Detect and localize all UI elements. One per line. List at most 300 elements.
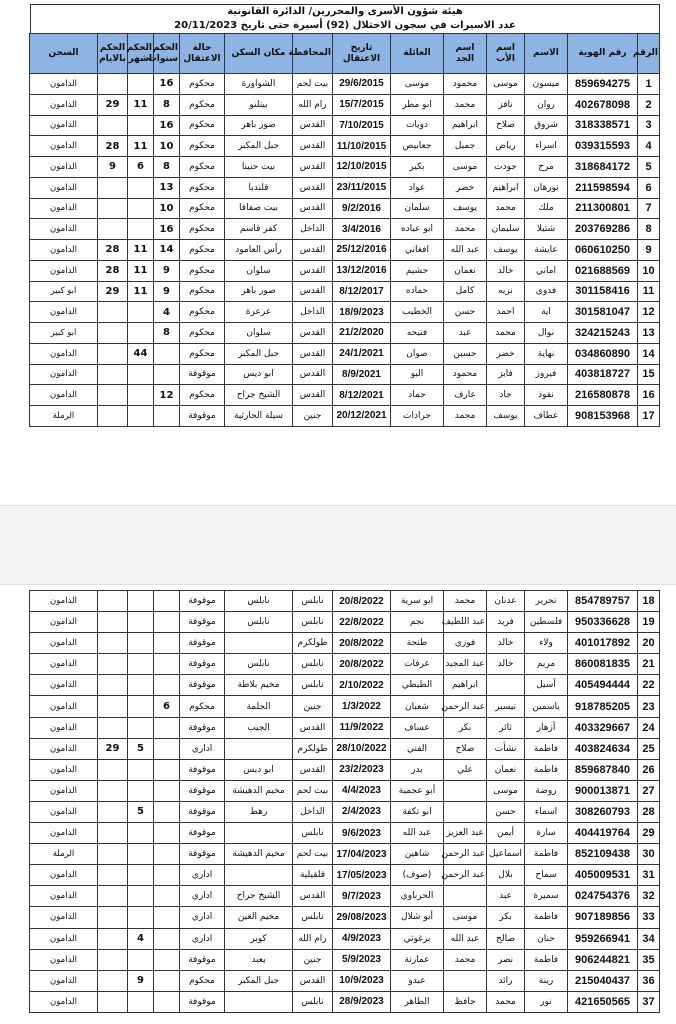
cell-arrest-date: 11/10/2015 [333, 136, 391, 157]
cell-grandfather: ابراهيم [444, 675, 487, 696]
cell-prison: الدامون [30, 364, 98, 385]
cell-id: 216580878 [568, 385, 638, 406]
cell-father: عبد [487, 886, 525, 907]
cell-prison: الدامون [30, 385, 98, 406]
cell-residence: كوبر [225, 928, 293, 949]
cell-days [98, 219, 128, 240]
cell-status: محكوم [180, 177, 225, 198]
table-row [30, 654, 660, 675]
cell-years: 4 [154, 302, 180, 323]
cell-prison: الرملة [30, 844, 98, 865]
cell-grandfather [444, 801, 487, 822]
cell-prison: الدامون [30, 260, 98, 281]
cell-status: محكوم [180, 343, 225, 364]
cell-days: 9 [98, 157, 128, 178]
cell-status: محكوم [180, 302, 225, 323]
cell-years: 10 [154, 198, 180, 219]
cell-number: 11 [638, 281, 660, 302]
table-row [30, 865, 660, 886]
cell-residence: كفر قاسم [225, 219, 293, 240]
cell-number: 19 [638, 612, 660, 633]
table-row [30, 364, 660, 385]
cell-family: ابو عياده [391, 219, 444, 240]
cell-arrest-date: 28/9/2023 [333, 991, 391, 1012]
cell-status: موقوفة [180, 717, 225, 738]
cell-days [98, 928, 128, 949]
cell-grandfather: حسن [444, 302, 487, 323]
cell-prison: الدامون [30, 654, 98, 675]
cell-name: فلسطين [525, 612, 568, 633]
cell-status: محكوم [180, 115, 225, 136]
cell-prison: الدامون [30, 136, 98, 157]
cell-prison: الدامون [30, 928, 98, 949]
cell-years [154, 801, 180, 822]
cell-prison: الرملة [30, 406, 98, 427]
cell-status: موقوفة [180, 991, 225, 1012]
header-col-prison: السجن [30, 34, 98, 74]
cell-arrest-date: 17/04/2023 [333, 844, 391, 865]
cell-name: مرح [525, 157, 568, 178]
cell-number: 28 [638, 801, 660, 822]
cell-years: 9 [154, 260, 180, 281]
cell-name: فاطمة [525, 759, 568, 780]
cell-father: يوسف [487, 240, 525, 261]
cell-status: محكوم [180, 696, 225, 717]
cell-status: محكوم [180, 198, 225, 219]
table-row [30, 157, 660, 178]
cell-name: فاطمة [525, 738, 568, 759]
cell-id: 908153968 [568, 406, 638, 427]
cell-id: 308260793 [568, 801, 638, 822]
cell-governorate: بيت لحم [293, 74, 333, 95]
cell-residence: نابلس [225, 612, 293, 633]
cell-governorate: القدس [293, 157, 333, 178]
cell-prison: الدامون [30, 219, 98, 240]
prisoners-table-1 [29, 33, 660, 427]
cell-id: 318338571 [568, 115, 638, 136]
cell-grandfather: عبد الرحمن [444, 844, 487, 865]
cell-father: نصر [487, 949, 525, 970]
cell-arrest-date: 25/12/2016 [333, 240, 391, 261]
cell-months [128, 780, 154, 801]
cell-number: 32 [638, 886, 660, 907]
cell-id: 405494444 [568, 675, 638, 696]
cell-grandfather: محمد [444, 219, 487, 240]
cell-family: عبدو [391, 970, 444, 991]
cell-prison: الدامون [30, 738, 98, 759]
cell-days [98, 970, 128, 991]
cell-months: 11 [128, 136, 154, 157]
cell-family: عواد [391, 177, 444, 198]
table-row [30, 94, 660, 115]
cell-years [154, 717, 180, 738]
cell-governorate: طولكرم [293, 738, 333, 759]
cell-grandfather: بكر [444, 717, 487, 738]
cell-number: 26 [638, 759, 660, 780]
table-row [30, 177, 660, 198]
cell-family: الطيطي [391, 675, 444, 696]
table-row [30, 759, 660, 780]
cell-name: نفوذ [525, 385, 568, 406]
cell-days [98, 759, 128, 780]
table-row [30, 74, 660, 95]
cell-residence: مخيم الدهيشة [225, 780, 293, 801]
cell-residence [225, 823, 293, 844]
cell-arrest-date: 2/4/2023 [333, 801, 391, 822]
table-row [30, 928, 660, 949]
cell-months [128, 115, 154, 136]
cell-arrest-date: 9/7/2023 [333, 886, 391, 907]
cell-arrest-date: 15/7/2015 [333, 94, 391, 115]
cell-arrest-date: 29/08/2023 [333, 907, 391, 928]
cell-months: 11 [128, 240, 154, 261]
cell-governorate: القدس [293, 260, 333, 281]
cell-family: ابو مطر [391, 94, 444, 115]
cell-family: صوان [391, 343, 444, 364]
cell-father: محمد [487, 991, 525, 1012]
cell-number: 1 [638, 74, 660, 95]
cell-days [98, 115, 128, 136]
header-col-id: رقم الهوية [568, 34, 638, 74]
cell-governorate: الداخل [293, 302, 333, 323]
cell-status: محكوم [180, 323, 225, 344]
cell-family: الخطيب [391, 302, 444, 323]
table-row [30, 675, 660, 696]
table-row [30, 343, 660, 364]
cell-governorate: نابلس [293, 654, 333, 675]
cell-id: 301158416 [568, 281, 638, 302]
cell-id: 421650565 [568, 991, 638, 1012]
cell-father: خالد [487, 633, 525, 654]
cell-years [154, 823, 180, 844]
header-col-years: الحكم سنوات [154, 34, 180, 74]
cell-arrest-date: 9/2/2016 [333, 198, 391, 219]
cell-status: محكوم [180, 157, 225, 178]
cell-number: 21 [638, 654, 660, 675]
cell-grandfather: محمود [444, 364, 487, 385]
cell-id: 024754376 [568, 886, 638, 907]
cell-id: 405009531 [568, 865, 638, 886]
document-subtitle: عدد الاسيرات في سجون الاحتلال (92) أسيرة حتى تاريخ 20/11/2023 [174, 20, 516, 31]
cell-number: 34 [638, 928, 660, 949]
header-col-number: الرقم [638, 34, 660, 74]
cell-governorate: القدس [293, 343, 333, 364]
cell-years [154, 759, 180, 780]
cell-status: اداري [180, 886, 225, 907]
cell-years [154, 612, 180, 633]
cell-id: 860081835 [568, 654, 638, 675]
cell-governorate: القدس [293, 364, 333, 385]
document-header [30, 4, 660, 33]
cell-residence: الجلمة [225, 696, 293, 717]
cell-arrest-date: 9/6/2023 [333, 823, 391, 844]
cell-residence [225, 991, 293, 1012]
cell-number: 7 [638, 198, 660, 219]
cell-id: 039315593 [568, 136, 638, 157]
cell-father: جودت [487, 157, 525, 178]
cell-father: أيمن [487, 823, 525, 844]
cell-grandfather: عارف [444, 385, 487, 406]
table-row [30, 738, 660, 759]
cell-years [154, 591, 180, 612]
cell-years [154, 970, 180, 991]
table-row [30, 612, 660, 633]
cell-grandfather: علي [444, 759, 487, 780]
cell-residence: جبل المكبر [225, 970, 293, 991]
cell-number: 18 [638, 591, 660, 612]
cell-family: حشيم [391, 260, 444, 281]
cell-governorate: القدس [293, 136, 333, 157]
cell-number: 23 [638, 696, 660, 717]
cell-days [98, 198, 128, 219]
cell-status: اداري [180, 738, 225, 759]
cell-months [128, 823, 154, 844]
cell-governorate: نابلس [293, 823, 333, 844]
cell-years: 9 [154, 281, 180, 302]
cell-grandfather: محمد [444, 94, 487, 115]
cell-id: 403824634 [568, 738, 638, 759]
table-row [30, 823, 660, 844]
cell-name: شتيلا [525, 219, 568, 240]
cell-years [154, 633, 180, 654]
cell-days [98, 302, 128, 323]
cell-prison: ابو كبير [30, 323, 98, 344]
cell-months: 4 [128, 928, 154, 949]
cell-status: موقوفة [180, 633, 225, 654]
cell-residence: مخيم العين [225, 907, 293, 928]
cell-grandfather: عبد الله [444, 928, 487, 949]
cell-name: عايشة [525, 240, 568, 261]
cell-residence: جبل المكبر [225, 136, 293, 157]
header-col-governorate: المحافظة [293, 34, 333, 74]
table-row [30, 198, 660, 219]
cell-months [128, 302, 154, 323]
cell-prison: الدامون [30, 970, 98, 991]
cell-years: 12 [154, 385, 180, 406]
cell-governorate: القدس [293, 759, 333, 780]
cell-residence [225, 865, 293, 886]
cell-name: ياسمين [525, 696, 568, 717]
cell-number: 2 [638, 94, 660, 115]
cell-years: 16 [154, 219, 180, 240]
cell-grandfather: محمد [444, 406, 487, 427]
cell-father: تيسير [487, 696, 525, 717]
cell-prison: الدامون [30, 343, 98, 364]
cell-father: محمد [487, 323, 525, 344]
table-row [30, 633, 660, 654]
cell-id: 021688569 [568, 260, 638, 281]
header-col-residence: مكان السكن [225, 34, 293, 74]
cell-residence: مخيم بلاطة [225, 675, 293, 696]
cell-residence: مخيم الدهيشة [225, 844, 293, 865]
cell-number: 3 [638, 115, 660, 136]
cell-months [128, 385, 154, 406]
cell-father: موسى [487, 74, 525, 95]
cell-days: 29 [98, 281, 128, 302]
cell-residence: رأس العامود [225, 240, 293, 261]
cell-governorate: القدس [293, 240, 333, 261]
cell-prison: الدامون [30, 991, 98, 1012]
cell-name: حنان [525, 928, 568, 949]
table-row [30, 949, 660, 970]
cell-number: 6 [638, 177, 660, 198]
cell-number: 4 [638, 136, 660, 157]
cell-residence: يعبد [225, 949, 293, 970]
cell-status: موقوفة [180, 823, 225, 844]
header-col-name: الاسم [525, 34, 568, 74]
cell-name: سماح [525, 865, 568, 886]
cell-days: 29 [98, 738, 128, 759]
cell-governorate: الداخل [293, 219, 333, 240]
cell-arrest-date: 5/9/2023 [333, 949, 391, 970]
cell-grandfather: عبد العزيز [444, 823, 487, 844]
cell-months [128, 177, 154, 198]
cell-id: 907189856 [568, 907, 638, 928]
cell-father: محمد [487, 198, 525, 219]
cell-years [154, 343, 180, 364]
cell-residence [225, 633, 293, 654]
cell-family: عبد الله [391, 823, 444, 844]
table-row [30, 323, 660, 344]
cell-residence: الشيخ جراح [225, 886, 293, 907]
cell-status: اداري [180, 865, 225, 886]
cell-name: اماني [525, 260, 568, 281]
cell-residence: بيت حنينا [225, 157, 293, 178]
header-col-days: الحكم بالايام [98, 34, 128, 74]
cell-name: روضة [525, 780, 568, 801]
cell-governorate: طولكرم [293, 633, 333, 654]
cell-months: 5 [128, 738, 154, 759]
table-row [30, 717, 660, 738]
cell-prison: الدامون [30, 74, 98, 95]
table-row [30, 970, 660, 991]
cell-id: 060610250 [568, 240, 638, 261]
cell-months [128, 74, 154, 95]
cell-status: موقوفة [180, 780, 225, 801]
cell-years: 10 [154, 136, 180, 157]
cell-arrest-date: 20/8/2022 [333, 633, 391, 654]
cell-days [98, 591, 128, 612]
cell-governorate: القدس [293, 717, 333, 738]
cell-father: جاد [487, 385, 525, 406]
cell-prison: الدامون [30, 949, 98, 970]
cell-governorate: جنين [293, 406, 333, 427]
cell-days [98, 949, 128, 970]
cell-residence: ابو ديس [225, 759, 293, 780]
cell-prison: الدامون [30, 591, 98, 612]
cell-family: الطاهر [391, 991, 444, 1012]
header-col-father: اسم الأب [487, 34, 525, 74]
table-row [30, 219, 660, 240]
table-row [30, 886, 660, 907]
cell-years [154, 865, 180, 886]
cell-arrest-date: 4/9/2023 [333, 928, 391, 949]
cell-years: 8 [154, 94, 180, 115]
cell-months [128, 219, 154, 240]
cell-prison: الدامون [30, 886, 98, 907]
cell-months: 5 [128, 801, 154, 822]
cell-grandfather: عبد الرحمن [444, 696, 487, 717]
cell-father: ثائر [487, 717, 525, 738]
cell-name: سميرة [525, 886, 568, 907]
cell-name: أسيل [525, 675, 568, 696]
table-row [30, 801, 660, 822]
cell-arrest-date: 20/8/2022 [333, 591, 391, 612]
cell-father: فريد [487, 612, 525, 633]
cell-family: ابو سرية [391, 591, 444, 612]
cell-governorate: القدس [293, 198, 333, 219]
cell-status: موقوفة [180, 364, 225, 385]
cell-father: نزيه [487, 281, 525, 302]
cell-arrest-date: 4/4/2023 [333, 780, 391, 801]
cell-days [98, 406, 128, 427]
cell-years: 16 [154, 74, 180, 95]
cell-number: 13 [638, 323, 660, 344]
cell-months [128, 949, 154, 970]
cell-residence [225, 738, 293, 759]
header-col-months: الحكم اشهر [128, 34, 154, 74]
cell-residence: الشواورة [225, 74, 293, 95]
cell-arrest-date: 20/12/2021 [333, 406, 391, 427]
cell-status: موقوفة [180, 949, 225, 970]
cell-arrest-date: 24/1/2021 [333, 343, 391, 364]
cell-number: 27 [638, 780, 660, 801]
cell-grandfather [444, 970, 487, 991]
cell-number: 5 [638, 157, 660, 178]
cell-days [98, 364, 128, 385]
cell-status: محكوم [180, 219, 225, 240]
cell-governorate: القدس [293, 970, 333, 991]
cell-residence: بيتلنو [225, 94, 293, 115]
cell-id: 211300801 [568, 198, 638, 219]
cell-id: 950336628 [568, 612, 638, 633]
cell-months: 9 [128, 970, 154, 991]
cell-id: 900013871 [568, 780, 638, 801]
cell-status: محكوم [180, 136, 225, 157]
cell-days [98, 177, 128, 198]
cell-number: 25 [638, 738, 660, 759]
cell-days: 28 [98, 240, 128, 261]
cell-days [98, 780, 128, 801]
cell-years [154, 949, 180, 970]
cell-days [98, 696, 128, 717]
cell-arrest-date: 10/9/2023 [333, 970, 391, 991]
cell-id: 403329667 [568, 717, 638, 738]
cell-years [154, 675, 180, 696]
cell-years: 8 [154, 323, 180, 344]
cell-name: نورهان [525, 177, 568, 198]
cell-days [98, 865, 128, 886]
cell-id: 211598594 [568, 177, 638, 198]
table-row [30, 302, 660, 323]
cell-days [98, 612, 128, 633]
table-row [30, 991, 660, 1012]
cell-days [98, 323, 128, 344]
cell-governorate: قلقيلية [293, 865, 333, 886]
cell-father: احمد [487, 302, 525, 323]
cell-arrest-date: 7/10/2015 [333, 115, 391, 136]
cell-father [487, 675, 525, 696]
cell-id: 404419764 [568, 823, 638, 844]
cell-id: 852109438 [568, 844, 638, 865]
cell-governorate: بيت لحم [293, 780, 333, 801]
org-title: هيئة شؤون الأسرى والمحررين/ الدائرة القانونية [227, 6, 463, 17]
cell-residence: صور باهر [225, 115, 293, 136]
cell-father: رياض [487, 136, 525, 157]
cell-status: محكوم [180, 281, 225, 302]
cell-prison: الدامون [30, 801, 98, 822]
cell-months [128, 759, 154, 780]
